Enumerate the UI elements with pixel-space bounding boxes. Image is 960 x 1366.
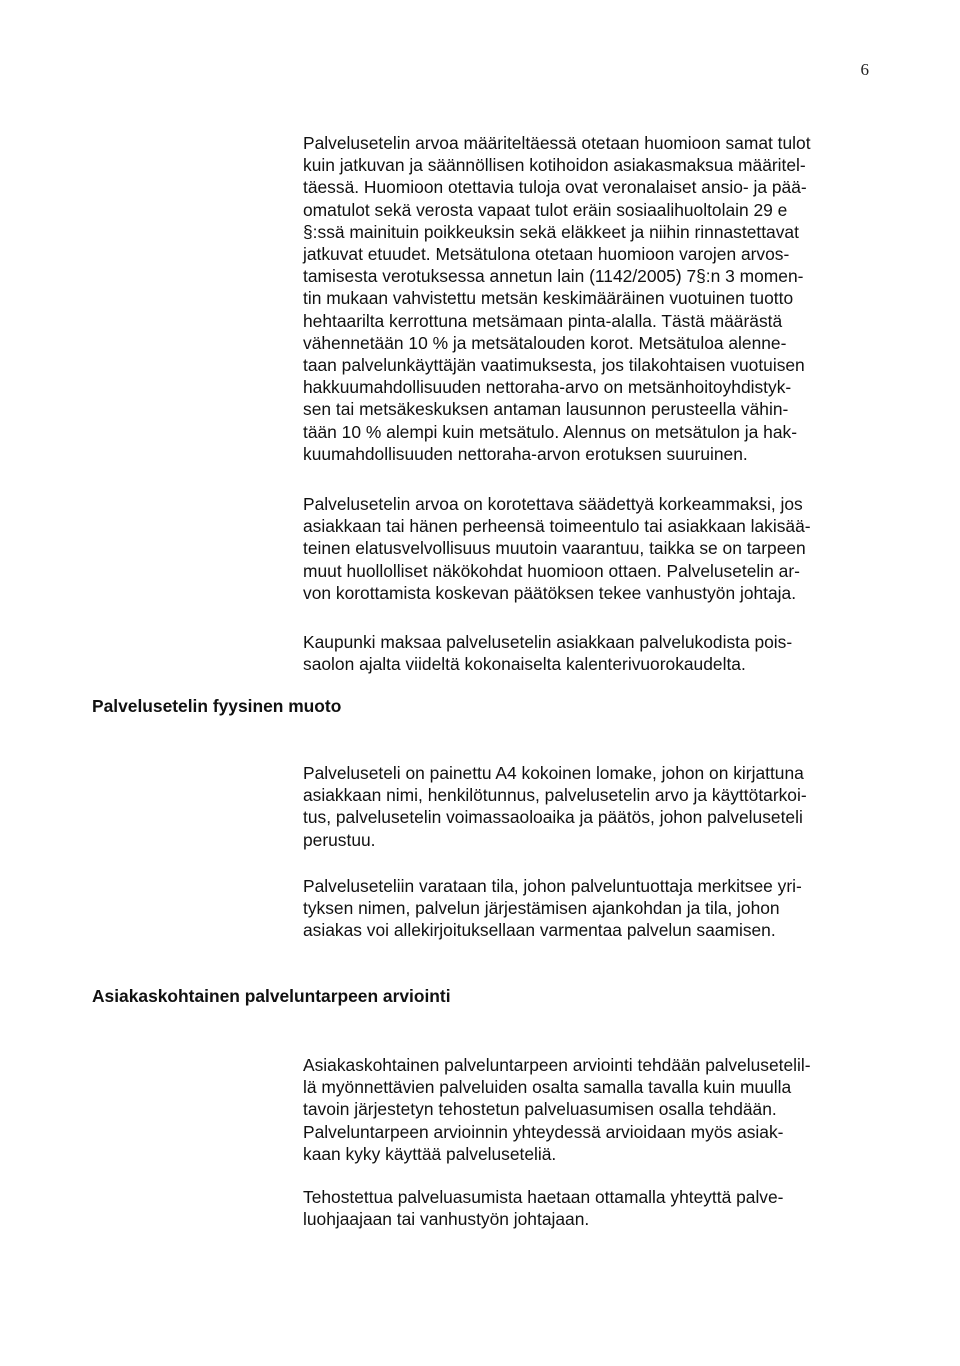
- text-line: kuumahdollisuuden nettoraha-arvon erotuksen suuruinen.: [303, 443, 748, 464]
- text-line: Palveluntarpeen arvioinnin yhteydessä arvioidaan myös asiak-: [303, 1121, 784, 1142]
- text-line: tyksen nimen, palvelun järjestämisen ajankohdan ja tila, johon: [303, 898, 780, 919]
- text-line: jatkuvat etuudet. Metsätulona otetaan huomioon varojen arvos-: [303, 244, 790, 265]
- text-line: saolon ajalta viideltä kokonaiselta kalenterivuorokaudelta.: [303, 654, 746, 675]
- text-line: asiakkaan tai hänen perheensä toimeentulo tai asiakkaan lakisää-: [303, 516, 811, 537]
- text-line: asiakkaan nimi, henkilötunnus, palvelusetelin arvo ja käyttötarkoi-: [303, 785, 807, 806]
- text-line: Palveluseteli on painettu A4 kokoinen lomake, johon on kirjattuna: [303, 763, 804, 783]
- text-line: muut huollolliset näkökohdat huomioon ottaen. Palvelusetelin ar-: [303, 560, 800, 581]
- text-line: Palvelusetelin arvoa on korotettava säädettyä korkeammaksi, jos: [303, 494, 803, 514]
- text-line: tus, palvelusetelin voimassaoloaika ja päätös, johon palveluseteli: [303, 807, 803, 828]
- text-line: perustuu.: [303, 829, 376, 850]
- text-line: Asiakaskohtainen palveluntarpeen arviointi tehdään palvelusetelil-: [303, 1055, 811, 1075]
- paragraph-assessment-method: [303, 1054, 873, 1165]
- text-line: lä myönnettävien palveluiden osalta samalla tavalla kuin muulla: [303, 1077, 792, 1098]
- text-line: tään 10 % alempi kuin metsätulo. Alennus on metsätulon ja hak-: [303, 421, 797, 442]
- paragraph-valuation-increase: [303, 493, 873, 604]
- text-line: luohjaajaan tai vanhustyön johtajaan.: [303, 1209, 590, 1230]
- text-line: täessä. Huomioon otettavia tuloja ovat veronalaiset ansio- ja pää-: [303, 177, 807, 198]
- text-line: hakkuumahdollisuuden nettoraha-arvo on metsänhoitoyhdistyk-: [303, 377, 792, 398]
- text-line: kaan kyky käyttää palveluseteliä.: [303, 1143, 557, 1164]
- text-line: §:ssä mainituin poikkeuksin sekä eläkkeet ja niihin rinnastettavat: [303, 221, 799, 242]
- text-line: asiakas voi allekirjoituksellaan varmentaa palvelun saamisen.: [303, 920, 776, 941]
- paragraph-absence-payment: [303, 631, 873, 675]
- text-line: Kaupunki maksaa palvelusetelin asiakkaan palvelukodista pois-: [303, 632, 793, 652]
- text-line: kuin jatkuvan ja säännöllisen kotihoidon asiakasmaksua määritel-: [303, 155, 806, 176]
- text-line: sen tai metsäkeskuksen antaman lausunnon perusteella vähin-: [303, 399, 789, 420]
- text-line: omatulot sekä verosta vapaat tulot eräin sosiaalihuoltolain 29 e: [303, 199, 788, 220]
- section-heading-physical-form: Palvelusetelin fyysinen muoto: [92, 696, 342, 716]
- text-line: Palvelusetelin arvoa määriteltäessä otetaan huomioon samat tulot: [303, 133, 811, 153]
- text-line: tamisesta verotuksessa annetun lain (1142/2005) 7§:n 3 momen-: [303, 266, 804, 287]
- paragraph-valuation-income: [303, 132, 873, 465]
- text-line: Tehostettua palveluasumista haetaan ottamalla yhteyttä palve-: [303, 1187, 784, 1207]
- paragraph-provider-signature: [303, 875, 873, 942]
- text-line: von korottamista koskevan päätöksen tekee vanhustyön johtaja.: [303, 582, 797, 603]
- text-line: Palveluseteliin varataan tila, johon palveluntuottaja merkitsee yri-: [303, 876, 802, 896]
- paragraph-form-contents: [303, 762, 873, 851]
- page-number: 6: [860, 60, 869, 79]
- text-line: vähennetään 10 % ja metsätalouden korot. Metsätuloa alenne-: [303, 332, 787, 353]
- text-line: hehtaarilta kerrottuna metsämaan pinta-alalla. Tästä määrästä: [303, 310, 783, 331]
- section-heading-needs-assessment: Asiakaskohtainen palveluntarpeen arviointi: [92, 986, 451, 1006]
- text-line: tin mukaan vahvistettu metsän keskimääräinen vuotuinen tuotto: [303, 288, 794, 309]
- paragraph-application: [303, 1186, 873, 1230]
- text-line: tavoin järjestetyn tehostetun palveluasumisen osalla tehdään.: [303, 1099, 777, 1120]
- text-line: teinen elatusvelvollisuus muutoin vaarantuu, taikka se on tarpeen: [303, 538, 806, 559]
- text-line: taan palvelunkäyttäjän vaatimuksesta, jos tilakohtaisen vuotuisen: [303, 355, 805, 376]
